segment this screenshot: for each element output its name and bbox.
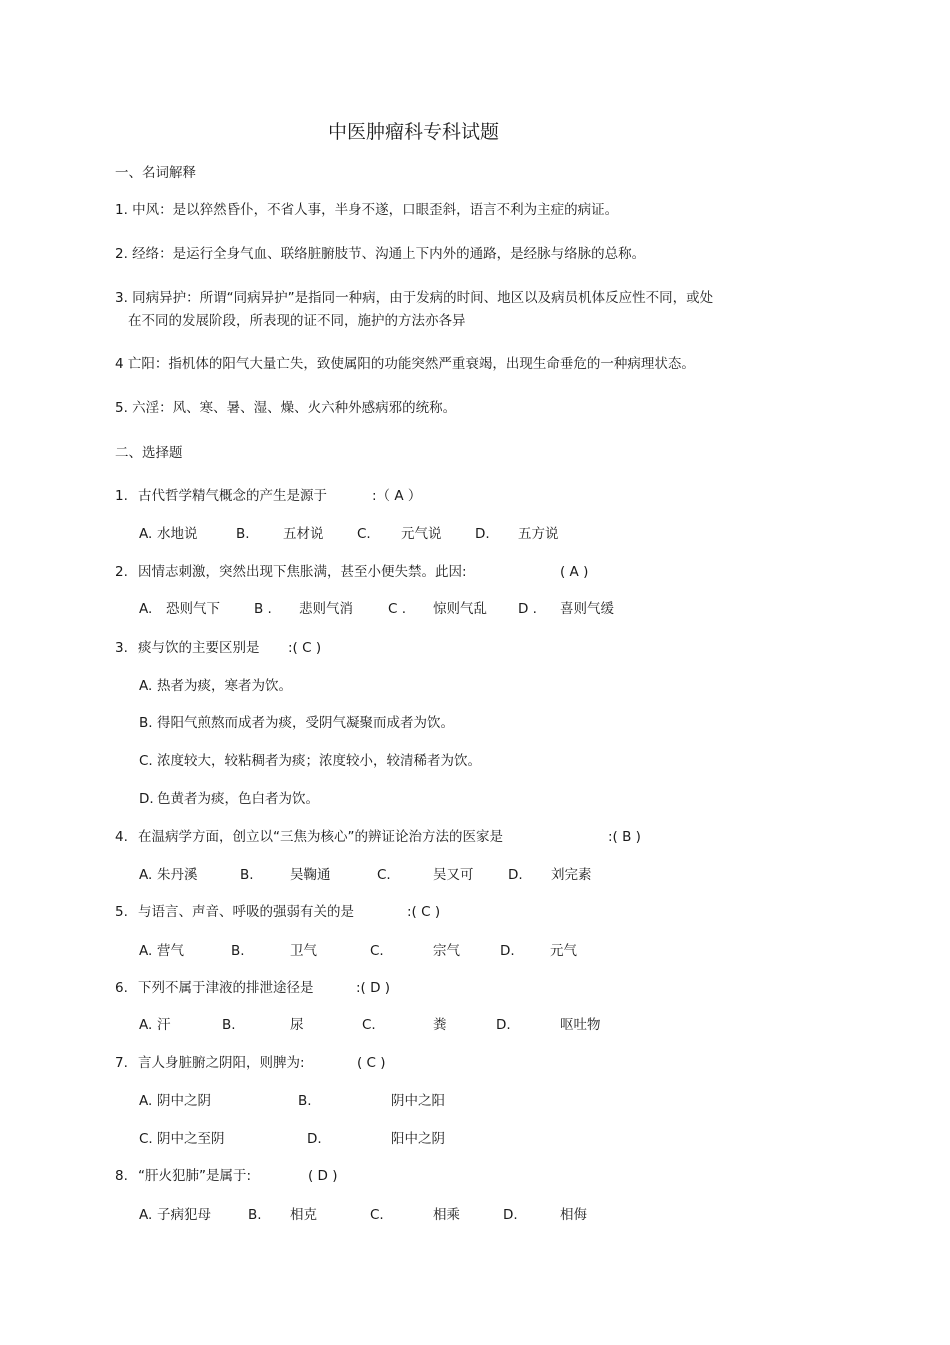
question-stem: “肝火犯肺”是属于: — [138, 1168, 252, 1184]
option-text: 悲则气消 — [299, 601, 353, 617]
option-text: 元气 — [550, 943, 577, 959]
question-answer: :( B ) — [608, 829, 641, 845]
question-answer: :( C ) — [288, 640, 322, 656]
option-label: C . — [388, 601, 407, 617]
option-text: 得阳气煎熬而成者为痰，受阴气凝聚而成者为饮。 — [157, 715, 454, 731]
question-number: 3. — [115, 640, 128, 656]
option-label: D. — [307, 1131, 322, 1147]
option-text: 浓度较大，较粘稠者为痰；浓度较小，较清稀者为饮。 — [157, 753, 481, 769]
question-stem: 下列不属于津液的排泄途径是 — [138, 980, 314, 996]
option-label: B. — [236, 526, 250, 542]
question-number: 2. — [115, 564, 128, 580]
question-answer: :( C ) — [407, 904, 441, 920]
option-label: B. — [139, 715, 153, 731]
option-label: C. — [357, 526, 371, 542]
option-text: 相乘 — [433, 1207, 460, 1223]
option-label: D. — [475, 526, 490, 542]
option-label: A. — [139, 1207, 153, 1223]
definition-item: 1. 中风：是以猝然昏仆，不省人事，半身不遂，口眼歪斜，语言不利为主症的病证。 — [115, 202, 619, 218]
option-label: D. — [503, 1207, 518, 1223]
option-label: A. — [139, 1017, 153, 1033]
option-text: 尿 — [290, 1017, 304, 1033]
option-label: A. — [139, 601, 153, 617]
section-heading-definitions: 一、名词解释 — [115, 165, 196, 181]
question-number: 5. — [115, 904, 128, 920]
question-number: 8. — [115, 1168, 128, 1184]
option-text: 五材说 — [283, 526, 324, 542]
option-label: B. — [231, 943, 245, 959]
question-answer: ( A ) — [560, 564, 589, 580]
question-number: 1. — [115, 488, 128, 504]
option-label: B. — [298, 1093, 312, 1109]
option-text: 热者为痰，寒者为饮。 — [157, 678, 292, 694]
option-text: 汗 — [157, 1017, 171, 1033]
section-heading-choices: 二、选择题 — [115, 445, 183, 461]
option-label: B. — [240, 867, 254, 883]
option-text: 阴中之阳 — [391, 1093, 445, 1109]
option-text: 吴鞠通 — [290, 867, 331, 883]
question-answer: ( C ) — [357, 1055, 386, 1071]
option-text: 阴中之阴 — [157, 1093, 211, 1109]
option-label: C. — [139, 753, 153, 769]
option-text: 呕吐物 — [560, 1017, 601, 1033]
option-text: 元气说 — [401, 526, 442, 542]
option-text: 惊则气乱 — [433, 601, 487, 617]
definition-item: 4 亡阳：指机体的阳气大量亡失，致使属阳的功能突然严重衰竭，出现生命垂危的一种病理状态。 — [115, 356, 695, 372]
definition-item: 5. 六淫：风、寒、暑、湿、燥、火六种外感病邪的统称。 — [115, 400, 457, 416]
option-label: D. — [508, 867, 523, 883]
option-text: 阴中之至阴 — [157, 1131, 225, 1147]
option-text: 营气 — [157, 943, 184, 959]
question-number: 6. — [115, 980, 128, 996]
option-label: A. — [139, 943, 153, 959]
option-label: D. — [500, 943, 515, 959]
question-number: 4. — [115, 829, 128, 845]
option-label: B . — [254, 601, 272, 617]
question-stem: 古代哲学精气概念的产生是源于 — [138, 488, 327, 504]
option-label: A. — [139, 1093, 153, 1109]
option-label: D. — [496, 1017, 511, 1033]
question-answer: :( D ) — [356, 980, 391, 996]
option-text: 朱丹溪 — [157, 867, 198, 883]
option-text: 相侮 — [560, 1207, 587, 1223]
question-stem: 痰与饮的主要区别是 — [138, 640, 260, 656]
definition-item: 3. 同病异护：所谓“同病异护”是指同一种病，由于发病的时间、地区以及病员机体反应性不同，或处 — [115, 290, 714, 306]
option-label: C. — [377, 867, 391, 883]
option-label: D . — [518, 601, 537, 617]
definition-item: 2. 经络：是运行全身气血、联络脏腑肢节、沟通上下内外的通路，是经脉与络脉的总称。 — [115, 246, 646, 262]
option-label: D. — [139, 791, 154, 807]
question-answer: :（ A ） — [372, 488, 422, 504]
option-label: A. — [139, 678, 153, 694]
question-stem: 因情志刺激，突然出现下焦胀满，甚至小便失禁。此因: — [138, 564, 467, 580]
option-text: 吴又可 — [433, 867, 474, 883]
question-stem: 在温病学方面，创立以“三焦为核心”的辨证论治方法的医家是 — [138, 829, 503, 845]
option-label: A. — [139, 867, 153, 883]
option-label: C. — [370, 943, 384, 959]
option-label: A. — [139, 526, 153, 542]
option-text: 喜则气缓 — [560, 601, 614, 617]
option-text: 五方说 — [518, 526, 559, 542]
option-text: 刘完素 — [551, 867, 592, 883]
option-text: 相克 — [290, 1207, 317, 1223]
option-text: 宗气 — [433, 943, 460, 959]
question-stem: 言人身脏腑之阴阳，则脾为: — [138, 1055, 305, 1071]
option-text: 阳中之阴 — [391, 1131, 445, 1147]
option-label: B. — [248, 1207, 262, 1223]
definition-item-continuation: 在不同的发展阶段，所表现的证不同，施护的方法亦各异 — [128, 313, 466, 329]
option-label: C. — [370, 1207, 384, 1223]
question-answer: ( D ) — [308, 1168, 338, 1184]
option-text: 卫气 — [290, 943, 317, 959]
option-text: 水地说 — [157, 526, 198, 542]
option-text: 色黄者为痰，色白者为饮。 — [157, 791, 319, 807]
question-stem: 与语言、声音、呼吸的强弱有关的是 — [138, 904, 354, 920]
option-label: C. — [362, 1017, 376, 1033]
option-text: 恐则气下 — [166, 601, 220, 617]
option-label: C. — [139, 1131, 153, 1147]
option-text: 粪 — [433, 1017, 447, 1033]
page-title: 中医肿瘤科专科试题 — [328, 121, 500, 143]
option-text: 子病犯母 — [157, 1207, 211, 1223]
question-number: 7. — [115, 1055, 128, 1071]
option-label: B. — [222, 1017, 236, 1033]
